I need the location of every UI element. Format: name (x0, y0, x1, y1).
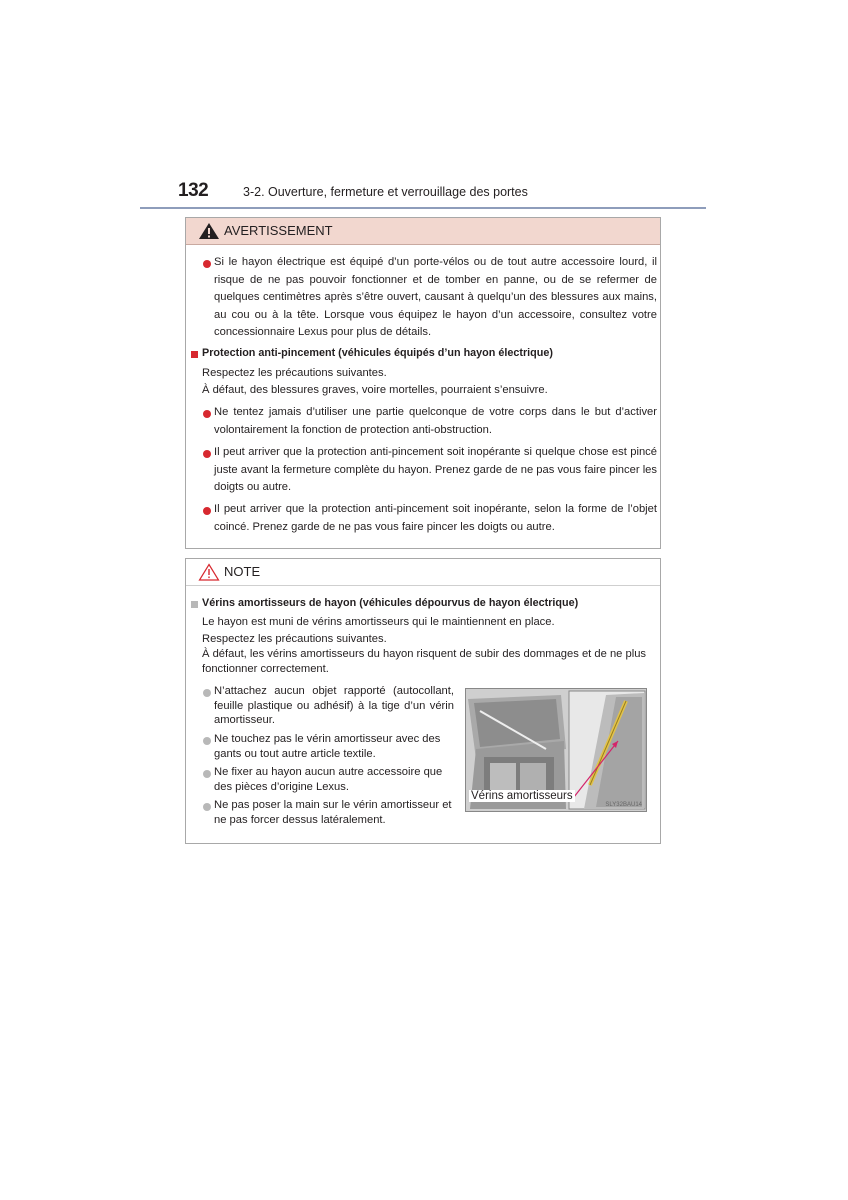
note-intro-1: Le hayon est muni de vérins amortisseurs qui le maintiennent en place. (202, 616, 555, 628)
figure-code: SLY32BAU14 (605, 802, 642, 808)
section-marker (191, 351, 198, 358)
warning-bullet-4: Il peut arriver que la protection anti-pincement soit inopérante, selon la forme de l’objet coincé. Prenez garde de ne pas vous faire pincer les doigts ou autre. (214, 503, 657, 533)
warning-bullet-1: Si le hayon électrique est équipé d’un porte-vélos ou de tout autre accessoire lourd, il risque de ne pas pouvoir fonctionner et de tomber en panne, ou de se refermer de quelques centimètres après s’être ouvert, causant à quelqu’un des blessures aux mains, au cou ou à la tête. Lorsque vous équipez le hayon d’un accessoire, consultez votre concessionnaire Lexus pour plus de détails. (214, 256, 657, 338)
section-title: 3-2. Ouverture, fermeture et verrouillage des portes (243, 185, 528, 199)
note-bullet-4: Ne pas poser la main sur le vérin amortisseur et ne pas forcer dessus latéralement. (214, 799, 452, 826)
header-rule (140, 207, 706, 209)
warning-bullet-3: Il peut arriver que la protection anti-pincement soit inopérante si quelque chose est pincé juste avant la fermeture complète du hayon. Prenez garde de ne pas vous faire pincer les doigts ou autre. (214, 446, 657, 493)
warning-subhead: Protection anti-pincement (véhicules équipés d’un hayon électrique) (202, 347, 553, 359)
note-intro-3: À défaut, les vérins amortisseurs du hayon risquent de subir des dommages et de ne plus fonctionner correctement. (202, 648, 647, 675)
warning-intro-1: Respectez les précautions suivantes. (202, 367, 387, 379)
page-number: 132 (178, 180, 209, 201)
bullet-dot (203, 803, 211, 811)
note-label: NOTE (224, 564, 261, 579)
bullet-dot (203, 410, 211, 418)
bullet-dot (203, 689, 211, 697)
warning-intro-2: À défaut, des blessures graves, voire mortelles, pourraient s’ensuivre. (202, 384, 548, 396)
bullet-dot (203, 507, 211, 515)
note-intro-2: Respectez les précautions suivantes. (202, 633, 387, 645)
warning-header (186, 218, 660, 245)
warning-triangle-icon (198, 222, 220, 240)
bullet-dot (203, 737, 211, 745)
section-marker (191, 601, 198, 608)
note-bullet-1: N’attachez aucun objet rapporté (autocollant, feuille plastique ou adhésif) à la tige d’un vérin amortisseur. (214, 685, 454, 726)
bullet-dot (203, 260, 211, 268)
gas-strut-figure (465, 688, 647, 812)
bullet-dot (203, 450, 211, 458)
warning-label: AVERTISSEMENT (224, 223, 333, 238)
note-bullet-3: Ne fixer au hayon aucun autre accessoire que des pièces d’origine Lexus. (214, 766, 443, 793)
figure-caption: Vérins amortisseurs (471, 790, 573, 802)
page-header (0, 0, 848, 220)
warning-bullet-2: Ne tentez jamais d’utiliser une partie quelconque de votre corps dans le but d’activer volontairement la fonction de protection anti-obstruction. (214, 406, 657, 436)
note-header (186, 559, 660, 586)
note-subhead: Vérins amortisseurs de hayon (véhicules dépourvus de hayon électrique) (202, 597, 579, 609)
bullet-dot (203, 770, 211, 778)
note-triangle-icon (198, 563, 220, 581)
note-bullet-2: Ne touchez pas le vérin amortisseur avec des gants ou tout autre article textile. (214, 733, 441, 760)
